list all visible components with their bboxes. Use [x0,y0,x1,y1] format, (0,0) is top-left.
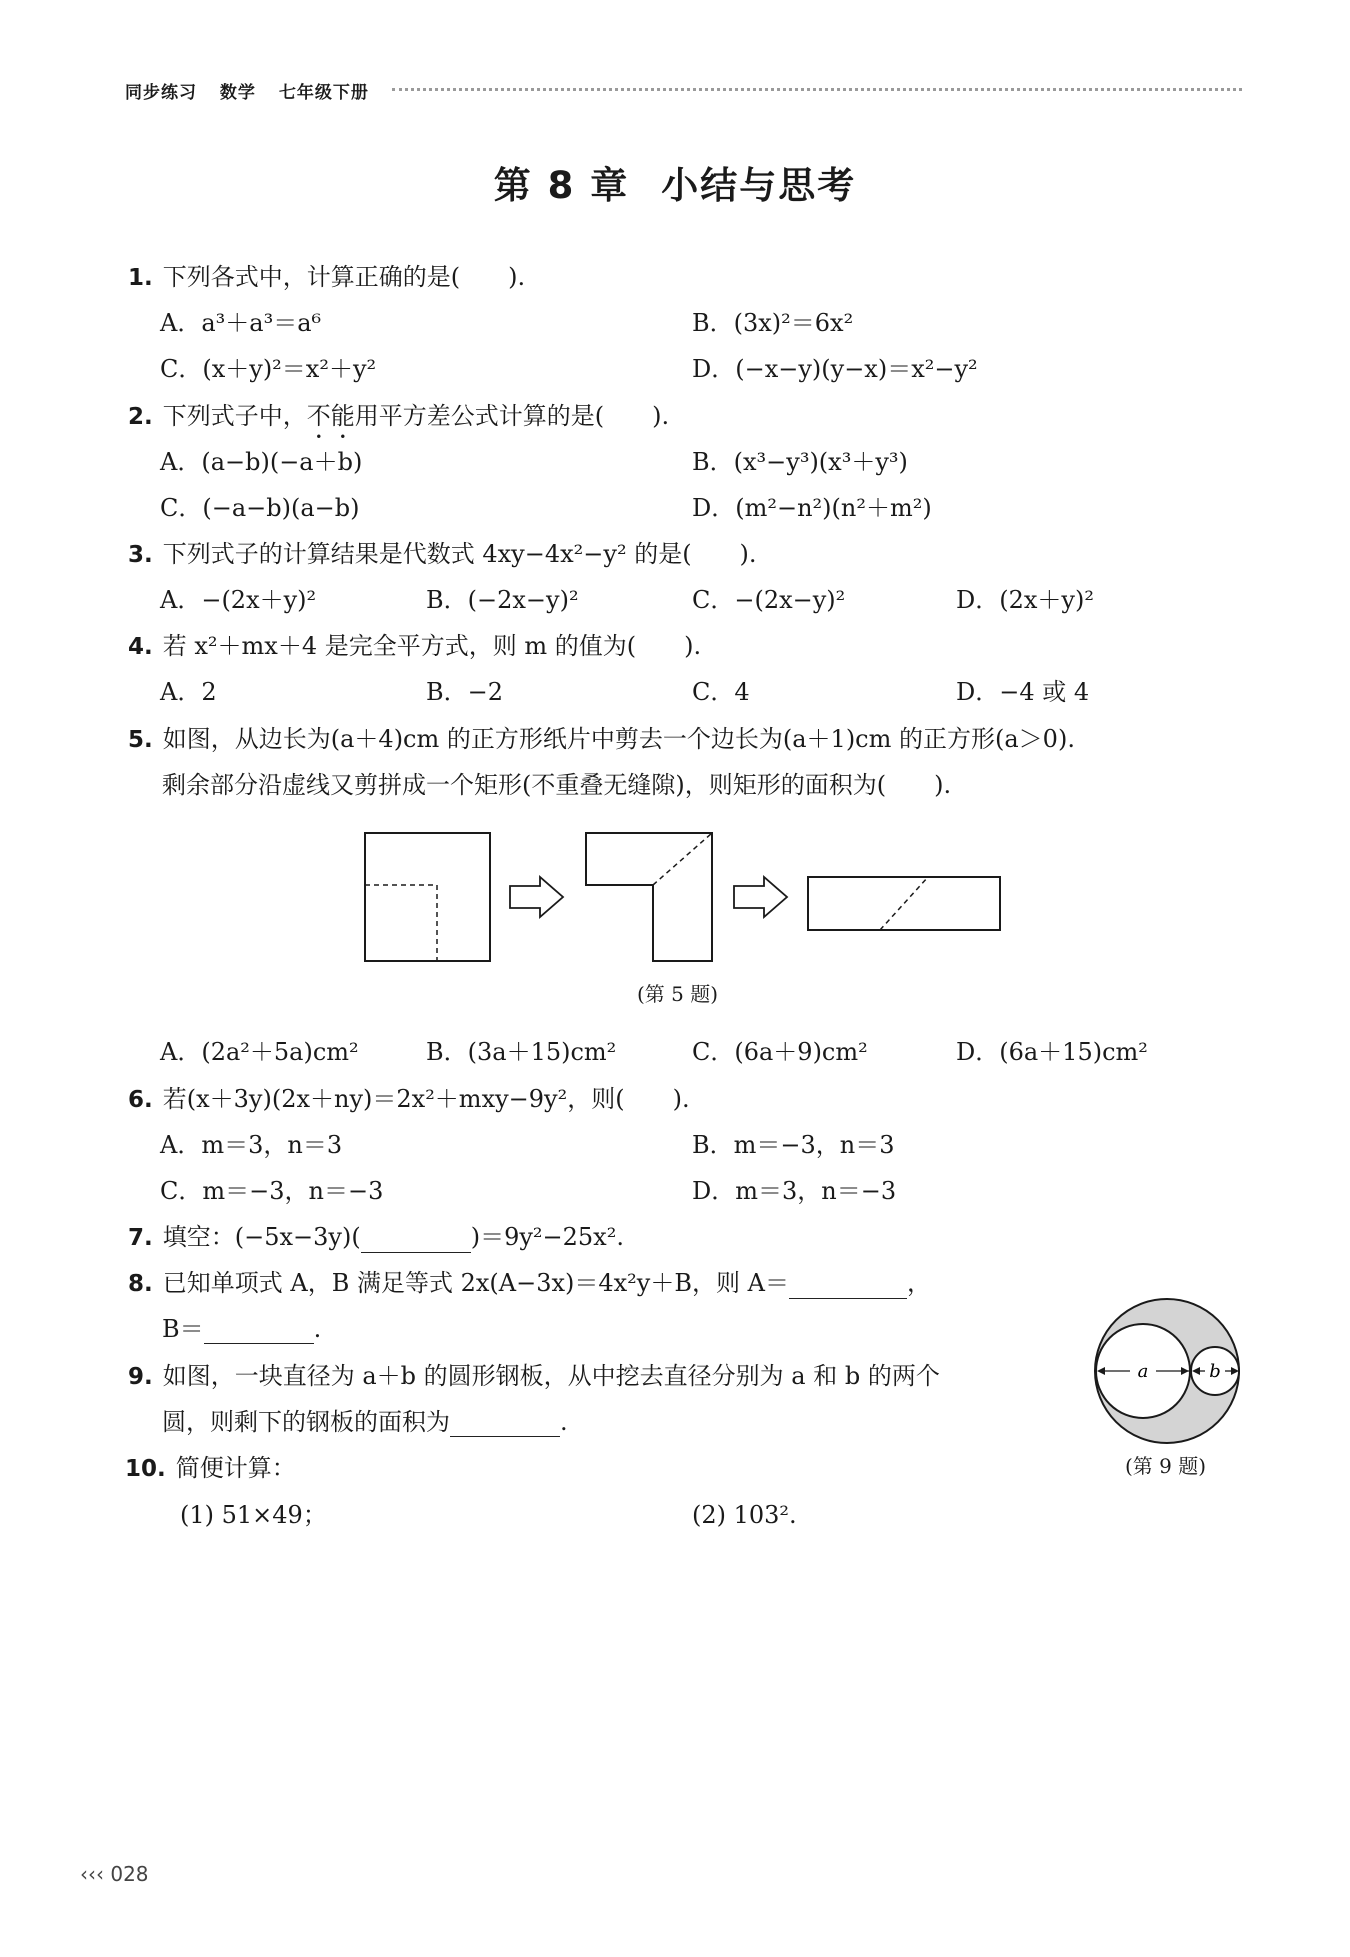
q6-option-d: D．m＝3，n＝−3 [692,1177,897,1205]
question-4-stem: 4. 若 x²＋mx＋4 是完全平方式，则 m 的值为( ). [128,632,702,660]
l-shape [586,833,712,961]
q2-option-d: D．(m²−n²)(n²＋m²) [692,494,932,522]
big-square [365,833,490,961]
question-10-stem: 10. 简便计算： [125,1454,296,1482]
l-shape-dashed [653,833,712,885]
cut-square-dashed [365,885,437,961]
chapter-number: 第 8 章 [493,164,630,207]
page-number: ‹‹‹ 028 [80,1862,149,1886]
label-a: a [1137,1361,1149,1382]
answer-blank-a[interactable] [789,1274,907,1299]
q5-option-b: B．(3a＋15)cm² [426,1038,617,1066]
question-9-stem-cont: 圆，则剩下的钢板的面积为 . [162,1408,568,1436]
emphasis-text: 不能 [306,402,355,430]
q1-option-c: C．(x＋y)²＝x²＋y² [160,355,377,383]
label-b: b [1209,1361,1221,1382]
question-5-stem: 5. 如图，从边长为(a＋4)cm 的正方形纸片中剪去一个边长为(a＋1)cm 的正方形(a＞0). [128,725,1075,753]
question-1-stem: 1. 下列各式中，计算正确的是( ). [128,263,526,291]
q2-option-a: A．(a−b)(−a＋b) [160,448,363,476]
question-9-stem: 9. 如图，一块直径为 a＋b 的圆形钢板，从中挖去直径分别为 a 和 b 的两个 [128,1362,940,1390]
q1-option-a: A．a³＋a³＝a⁶ [160,309,322,337]
q3-option-c: C．−(2x−y)² [692,586,846,614]
q6-option-b: B．m＝−3，n＝3 [692,1131,895,1159]
figure-5 [360,825,1010,970]
answer-blank[interactable] [361,1228,471,1253]
arrow-2 [734,877,787,917]
q2-option-b: B．(x³−y³)(x³＋y³) [692,448,908,476]
rectangle [808,877,1000,930]
q10-part-1: (1) 51×49； [180,1501,327,1529]
subject-name: 数学 [219,83,256,103]
q6-option-a: A．m＝3，n＝3 [160,1131,343,1159]
q3-option-d: D．(2x＋y)² [956,586,1094,614]
rectangle-dashed [880,877,928,930]
grade-name: 七年级下册 [278,83,369,103]
q1-option-b: B．(3x)²＝6x² [692,309,854,337]
q1-option-d: D．(−x−y)(y−x)＝x²−y² [692,355,978,383]
question-5-stem-cont: 剩余部分沿虚线又剪拼成一个矩形(不重叠无缝隙)，则矩形的面积为( ). [162,771,952,799]
question-3-stem: 3. 下列式子的计算结果是代数式 4xy−4x²−y² 的是( ). [128,540,757,568]
q10-part-2: (2) 103². [692,1501,797,1529]
answer-blank-b[interactable] [204,1319,314,1344]
question-2-stem: 2. 下列式子中，不能用平方差公式计算的是( ). [128,402,670,430]
q3-option-b: B．(−2x−y)² [426,586,579,614]
q4-option-b: B．−2 [426,678,504,706]
header-rule [392,88,1242,91]
answer-blank[interactable] [450,1412,560,1437]
q3-option-a: A．−(2x＋y)² [160,586,317,614]
figure-5-caption: (第 5 题) [637,982,719,1006]
q5-option-a: A．(2a²＋5a)cm² [160,1038,359,1066]
book-name: 同步练习 [125,83,197,103]
q4-option-a: A．2 [160,678,217,706]
q5-option-c: C．(6a＋9)cm² [692,1038,868,1066]
question-8-stem-cont: B＝ . [162,1315,322,1343]
figure-9 [1090,1295,1250,1450]
question-8-stem: 8. 已知单项式 A，B 满足等式 2x(A−3x)＝4x²y＋B，则 A＝ ， [128,1269,931,1297]
page-title [0,155,1350,209]
q6-option-c: C．m＝−3，n＝−3 [160,1177,384,1205]
arrow-1 [510,877,563,917]
q2-option-c: C．(−a−b)(a−b) [160,494,360,522]
q4-option-d: D．−4 或 4 [956,678,1090,706]
q5-option-d: D．(6a＋15)cm² [956,1038,1148,1066]
figure-9-caption: (第 9 题) [1125,1454,1207,1478]
q4-option-c: C．4 [692,678,750,706]
question-7-stem: 7. 填空：(−5x−3y)( )＝9y²−25x². [128,1223,624,1251]
chapter-name: 小结与思考 [661,164,857,207]
running-header [125,78,385,103]
question-6-stem: 6. 若(x＋3y)(2x＋ny)＝2x²＋mxy−9y²，则( ). [128,1085,690,1113]
